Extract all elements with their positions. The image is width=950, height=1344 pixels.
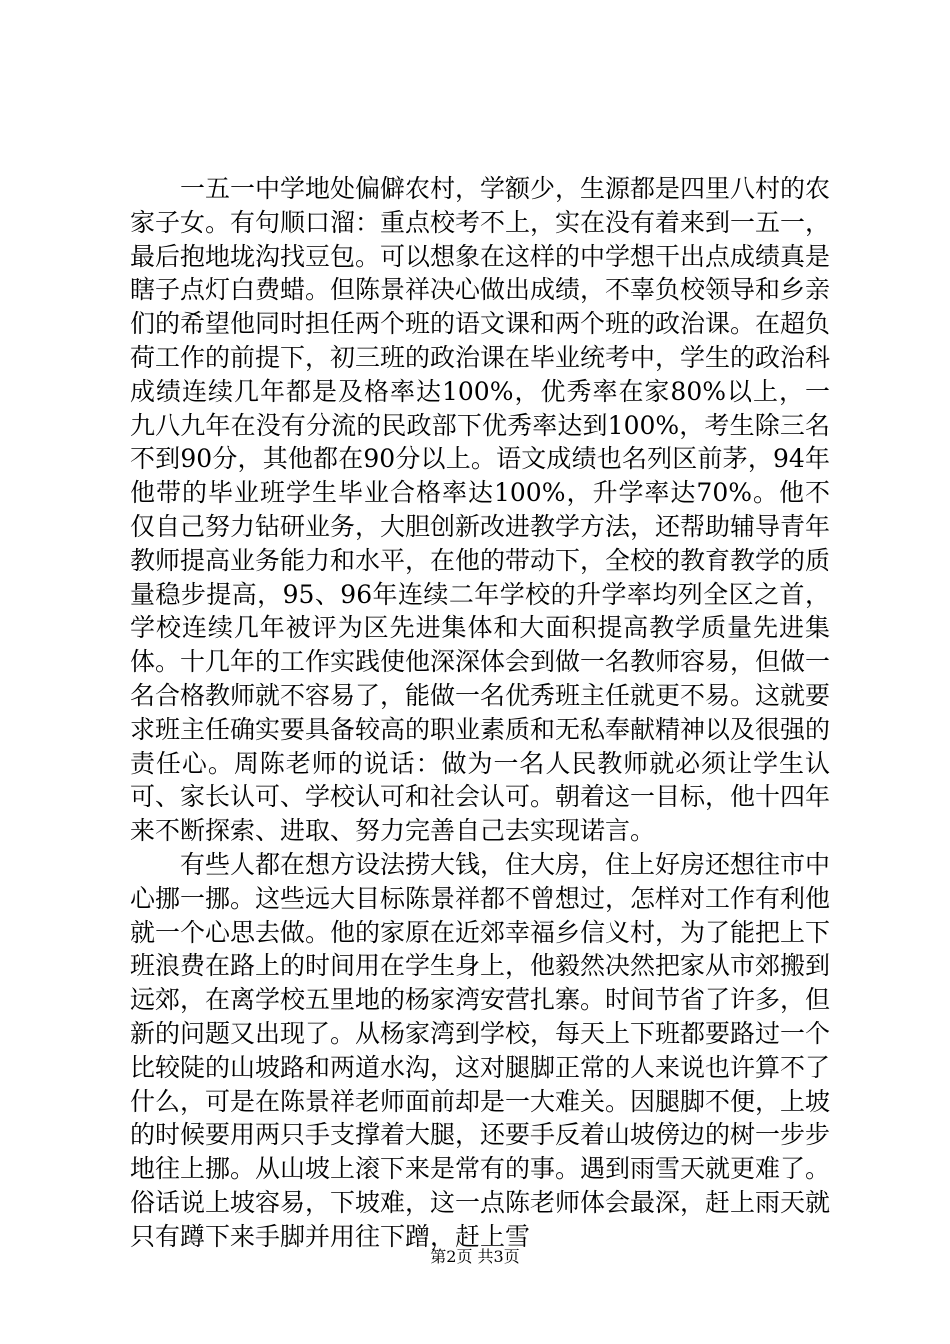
page-footer: 第2页 共3页 (430, 1247, 520, 1266)
paragraph-1: 一五一中学地处偏僻农村，学额少，生源都是四里八村的农家子女。有句顺口溜：重点校考不上，实在没有着来到一五一，最后抱地垅沟找豆包。可以想象在这样的中学想干出点成绩真是瞎子点灯白费蜡。但陈景祥决心做出成绩，不辜负校领导和乡亲们的希望他同时担任两个班的语文课和两个班的政治课。在超负荷工作的前提下，初三班的政治课在毕业统考中，学生的政治科成绩连续几年都是及格率达100%，优秀率在家80%以上，一九八九年在没有分流的民政部下优秀率达到100%，考生除三名不到90分，其他都在90分以上。语文成绩也名列区前茅，94年他带的毕业班学生毕业合格率达100%，升学率达70%。他不仅自己努力钻研业务，大胆创新改进教学方法，还帮助辅导青年教师提高业务能力和水平，在他的带动下，全校的教育教学的质量稳步提高，95、96年连续二年学校的升学率均列全区之首，学校连续几年被评为区先进集体和大面积提高教学质量先进集体。十几年的工作实践使他深深体会到做一名教师容易，但做一名合格教师就不容易了，能做一名优秀班主任就更不易。这就要求班主任确实要具备较高的职业素质和无私奉献精神以及很强的责任心。周陈老师的说话：做为一名人民教师就必须让学生认可、家长认可、学校认可和社会认可。朝着这一目标，他十四年来不断探索、进取、努力完善自己去实现诺言。 (130, 174, 831, 846)
document-body (130, 172, 830, 1254)
paragraph-2: 有些人都在想方设法捞大钱，住大房，住上好房还想往市中心挪一挪。这些远大目标陈景祥都不曾想过，怎样对工作有利他就一个心思去做。他的家原在近郊幸福乡信义村，为了能把上下班浪费在路上的时间用在学生身上，他毅然决然把家从市郊搬到远郊，在离学校五里地的杨家湾安营扎寨。时间节省了许多，但新的问题又出现了。从杨家湾到学校，每天上下班都要路过一个比较陡的山坡路和两道水沟，这对腿脚正常的人来说也许算不了什么，可是在陈景祥老师面前却是一大难关。因腿脚不便，上坡的时候要用两只手支撑着大腿，还要手反着山坡傍边的树一步步地往上挪。从山坡上滚下来是常有的事。遇到雨雪天就更难了。俗话说上坡容易，下坡难，这一点陈老师体会最深，赶上雨天就只有蹲下来手脚并用往下蹭，赶上雪 (130, 849, 831, 1251)
